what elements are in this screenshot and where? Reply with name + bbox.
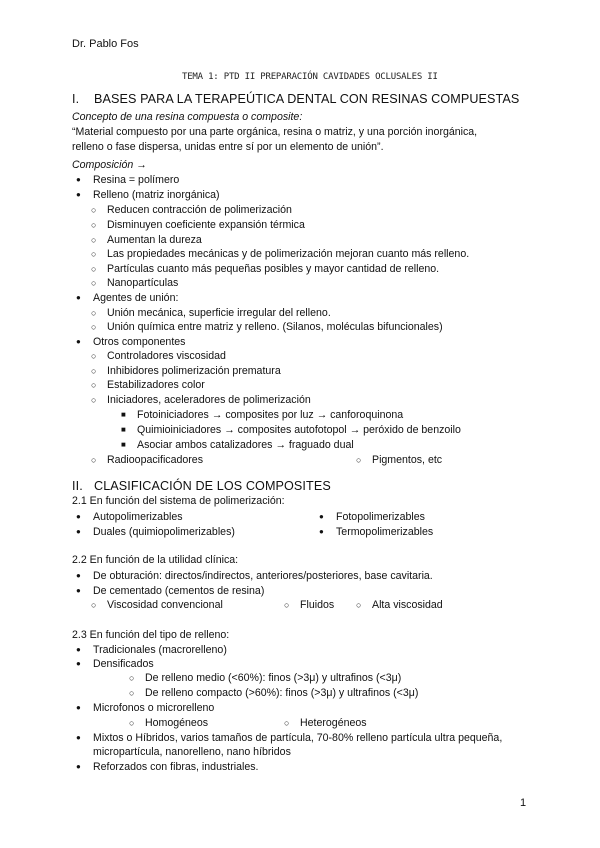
relleno-item: ○ Disminuyen coeficiente expansión térmica	[107, 218, 305, 232]
list-item-cementado: ● De cementado (cementos de resina)	[93, 584, 264, 598]
densificados-item: ○ De relleno medio (<60%): finos (>3μ) y ultrafinos (<3μ)	[145, 671, 401, 685]
relleno-item: ○ Partículas cuanto más pequeñas posibles y mayor cantidad de relleno.	[107, 262, 439, 276]
quote-line-2: relleno o fase dispersa, unidas entre sí por un elemento de unión”.	[72, 141, 384, 153]
list-item-resina: ● Resina = polímero	[93, 173, 179, 187]
cementado-item: ○ Alta viscosidad	[372, 598, 443, 612]
author-header: Dr. Pablo Fos	[72, 38, 139, 50]
microfonos-item: ○ Heterogéneos	[300, 716, 367, 730]
otros-item: ○ Controladores viscosidad	[107, 349, 226, 363]
agentes-item: ○ Unión química entre matriz y relleno. (Silanos, moléculas bifuncionales)	[107, 320, 443, 334]
subsection-2-2-heading: 2.2 En función de la utilidad clínica:	[72, 554, 239, 566]
iniciadores-item: ■ Fotoiniciadores → composites por luz → canforoquinona	[137, 408, 403, 422]
section-2-title: CLASIFICACIÓN DE LOS COMPOSITES	[94, 479, 331, 493]
list-item-mixtos: ● Mixtos o Híbridos, varios tamaños de partícula, 70-80% relleno partícula ultra pequeña,	[93, 731, 502, 745]
otros-item: ○ Iniciadores, aceleradores de polimerización	[107, 393, 311, 407]
section-1-number: I.	[72, 92, 80, 106]
agentes-item: ○ Unión mecánica, superficie irregular del relleno.	[107, 306, 331, 320]
composition-heading: Composición →	[72, 159, 147, 171]
list-item-termopolimerizables: ● Termopolimerizables	[336, 525, 433, 539]
section-2-heading	[72, 479, 331, 493]
iniciadores-item: ■ Asociar ambos catalizadores → fraguado dual	[137, 438, 354, 452]
otros-item-radioopacificadores: ○ Radioopacificadores	[107, 453, 203, 467]
section-1-heading	[72, 92, 519, 106]
subsection-2-3-heading: 2.3 En función del tipo de relleno:	[72, 629, 230, 641]
iniciadores-item: ■ Quimioiniciadores → composites autofotopol → peróxido de benzoilo	[137, 423, 461, 437]
list-item-densificados: ● Densificados	[93, 657, 154, 671]
list-item-duales: ● Duales (quimiopolimerizables)	[93, 525, 235, 539]
page-number: 1	[520, 797, 527, 809]
relleno-item: ○ Reducen contracción de polimerización	[107, 203, 292, 217]
quote-line-1: “Material compuesto por una parte orgánica, resina o matriz, y una porción inorgánica,	[72, 126, 478, 138]
list-item-tradicionales: ● Tradicionales (macrorelleno)	[93, 643, 227, 657]
topic-title: TEMA 1: PTD II PREPARACIÓN CAVIDADES OCLUSALES II	[182, 72, 438, 82]
list-item-autopolimerizables: ● Autopolimerizables	[93, 510, 183, 524]
list-item-mixtos-continued: micropartícula, nanorelleno, nano híbridos	[93, 746, 291, 758]
section-1-title: BASES PARA LA TERAPEÚTICA DENTAL CON RESINAS COMPUESTAS	[94, 92, 520, 106]
list-item-reforzados: ● Reforzados con fibras, industriales.	[93, 760, 258, 774]
densificados-item: ○ De relleno compacto (>60%): finos (>3μ) y ultrafinos (<3μ)	[145, 686, 418, 700]
otros-item: ○ Inhibidores polimerización prematura	[107, 364, 281, 378]
list-item-relleno: ● Relleno (matriz inorgánica)	[93, 188, 220, 202]
concept-heading: Concepto de una resina compuesta o composite:	[72, 111, 303, 123]
list-item-otros: ● Otros componentes	[93, 335, 185, 349]
cementado-item: ○ Fluidos	[300, 598, 334, 612]
relleno-item: ○ Las propiedades mecánicas y de polimerización mejoran cuanto más relleno.	[107, 247, 469, 261]
microfonos-item: ○ Homogéneos	[145, 716, 208, 730]
section-2-number: II.	[72, 479, 83, 493]
list-item-microfonos: ● Microfonos o microrelleno	[93, 701, 214, 715]
list-item-obturacion: ● De obturación: directos/indirectos, anteriores/posteriores, base cavitaria.	[93, 569, 433, 583]
relleno-item: ○ Aumentan la dureza	[107, 233, 202, 247]
list-item-fotopolimerizables: ● Fotopolimerizables	[336, 510, 425, 524]
subsection-2-1-heading: 2.1 En función del sistema de polimerización:	[72, 495, 285, 507]
relleno-item: ○ Nanopartículas	[107, 276, 178, 290]
cementado-item: ○ Viscosidad convencional	[107, 598, 223, 612]
list-item-agentes: ● Agentes de unión:	[93, 291, 178, 305]
otros-item-pigmentos: ○ Pigmentos, etc	[372, 453, 442, 467]
otros-item: ○ Estabilizadores color	[107, 378, 205, 392]
